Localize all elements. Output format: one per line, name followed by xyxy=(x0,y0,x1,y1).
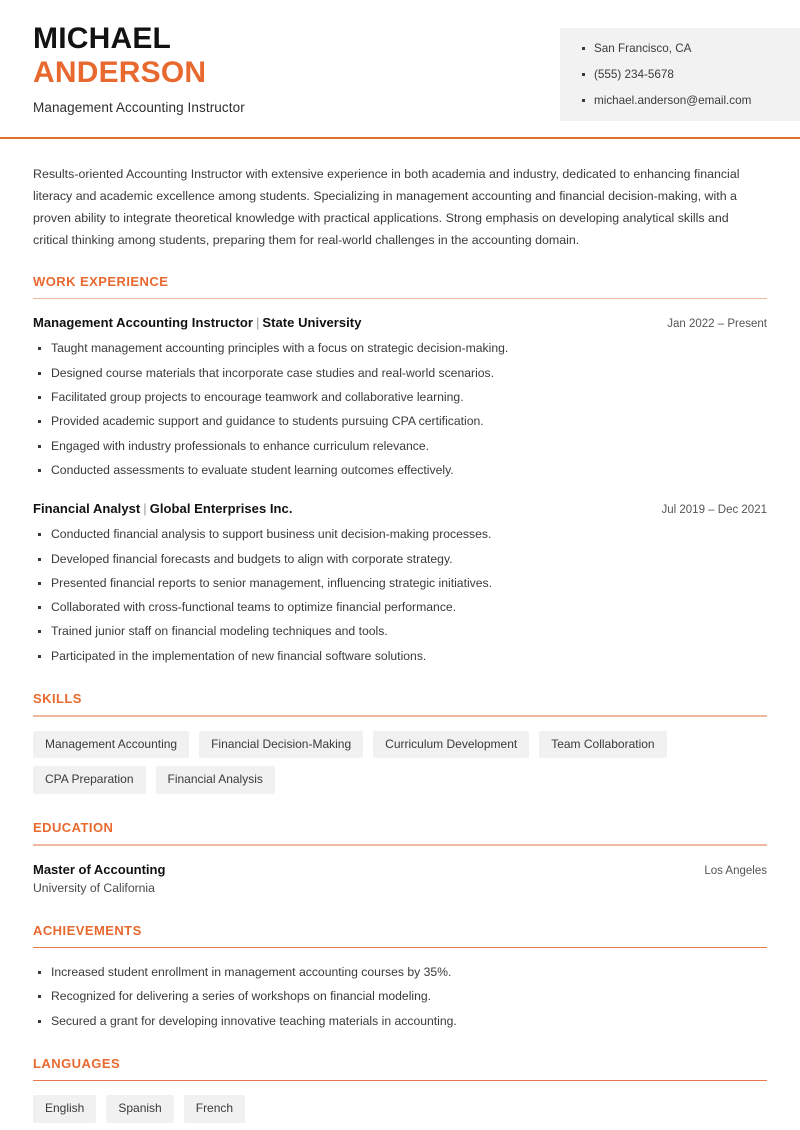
experience-entry-header xyxy=(33,315,767,330)
experience-organization: Global Enterprises Inc. xyxy=(149,501,293,517)
skills-chip-list xyxy=(33,731,767,795)
skill-chip: Curriculum Development xyxy=(373,731,529,759)
list-item: Trained junior staff on financial modeling techniques and tools. xyxy=(33,623,767,640)
last-name: ANDERSON xyxy=(33,56,207,90)
experience-role: Financial Analyst xyxy=(33,501,141,517)
professional-summary: Results-oriented Accounting Instructor with extensive experience in both academia and industry, dedicated to enhancing financial literacy and academic excellence among students. Specializing in management accounting and financial decision-making, with a proven ability to integrate theoretical knowledge with practical applications. Strong emphasis on developing analytical skills and critical thinking among students, preparing them for real-world challenges in the accounting domain. xyxy=(33,167,740,247)
education-entry xyxy=(33,862,767,895)
skill-chip: Financial Decision-Making xyxy=(199,731,363,759)
section-title-languages: LANGUAGES xyxy=(33,1055,121,1071)
experience-date: Jul 2019 – Dec 2021 xyxy=(661,504,767,517)
languages-chip-list xyxy=(33,1095,767,1123)
experience-entry-header xyxy=(33,501,767,516)
list-item: Taught management accounting principles with a focus on strategic decision-making. xyxy=(33,340,767,357)
section-divider-work-experience xyxy=(33,298,767,299)
contact-phone[interactable]: (555) 234-5678 xyxy=(582,67,800,82)
education-entry-header xyxy=(33,862,767,877)
achievements-list xyxy=(33,964,767,1030)
language-chip: French xyxy=(184,1095,245,1123)
contact-info-block xyxy=(560,28,800,121)
section-divider-achievements xyxy=(33,947,767,948)
section-languages xyxy=(33,1056,767,1123)
section-title-skills: SKILLS xyxy=(33,691,82,707)
experience-entry xyxy=(33,315,767,479)
experience-date: Jan 2022 – Present xyxy=(667,318,767,331)
experience-title-line xyxy=(33,501,292,516)
section-divider-skills xyxy=(33,715,767,716)
skill-chip: Team Collaboration xyxy=(539,731,666,759)
list-item: Participated in the implementation of new financial software solutions. xyxy=(33,648,767,665)
name-block xyxy=(33,22,533,115)
header-divider xyxy=(0,137,800,139)
contact-email[interactable]: michael.anderson@email.com xyxy=(582,93,800,108)
experience-entry xyxy=(33,501,767,665)
list-item: Provided academic support and guidance to students pursuing CPA certification. xyxy=(33,413,767,430)
header-job-title: Management Accounting Instructor xyxy=(33,100,245,116)
list-item: Secured a grant for developing innovative teaching materials in accounting. xyxy=(33,1013,767,1030)
education-school: University of California xyxy=(33,880,155,895)
list-item: Conducted assessments to evaluate student learning outcomes effectively. xyxy=(33,462,767,479)
skill-chip: CPA Preparation xyxy=(33,766,146,794)
section-title-education: EDUCATION xyxy=(33,820,114,836)
section-skills xyxy=(33,691,767,794)
list-item: Recognized for delivering a series of workshops on financial modeling. xyxy=(33,988,767,1005)
section-divider-education xyxy=(33,844,767,845)
section-divider-languages xyxy=(33,1080,767,1081)
skill-chip: Management Accounting xyxy=(33,731,189,759)
education-location: Los Angeles xyxy=(704,864,767,877)
experience-organization: State University xyxy=(262,315,362,331)
language-chip: Spanish xyxy=(106,1095,173,1123)
list-item: Developed financial forecasts and budgets to align with corporate strategy. xyxy=(33,551,767,568)
language-chip: English xyxy=(33,1095,96,1123)
experience-title-line xyxy=(33,315,361,330)
skill-chip: Financial Analysis xyxy=(156,766,275,794)
experience-bullet-list xyxy=(33,526,767,665)
section-achievements xyxy=(33,923,767,1030)
title-separator: | xyxy=(255,315,260,331)
experience-bullet-list xyxy=(33,340,767,479)
section-title-achievements: ACHIEVEMENTS xyxy=(33,922,142,938)
contact-location[interactable]: San Francisco, CA xyxy=(582,41,800,56)
list-item: Designed course materials that incorporate case studies and real-world scenarios. xyxy=(33,365,767,382)
section-education xyxy=(33,820,767,894)
experience-role: Management Accounting Instructor xyxy=(33,315,253,331)
resume-header xyxy=(0,0,800,138)
list-item: Facilitated group projects to encourage teamwork and collaborative learning. xyxy=(33,389,767,406)
first-name: MICHAEL xyxy=(33,22,172,55)
list-item: Conducted financial analysis to support business unit decision-making processes. xyxy=(33,526,767,543)
title-separator: | xyxy=(143,501,147,517)
list-item: Engaged with industry professionals to enhance curriculum relevance. xyxy=(33,438,767,455)
education-degree: Master of Accounting xyxy=(33,861,166,877)
section-work-experience xyxy=(33,274,767,665)
list-item: Presented financial reports to senior management, influencing strategic initiatives. xyxy=(33,575,767,592)
list-item: Collaborated with cross-functional teams to optimize financial performance. xyxy=(33,599,767,616)
resume-body xyxy=(0,164,800,1123)
section-title-work-experience: WORK EXPERIENCE xyxy=(33,273,169,289)
list-item: Increased student enrollment in management accounting courses by 35%. xyxy=(33,964,767,981)
